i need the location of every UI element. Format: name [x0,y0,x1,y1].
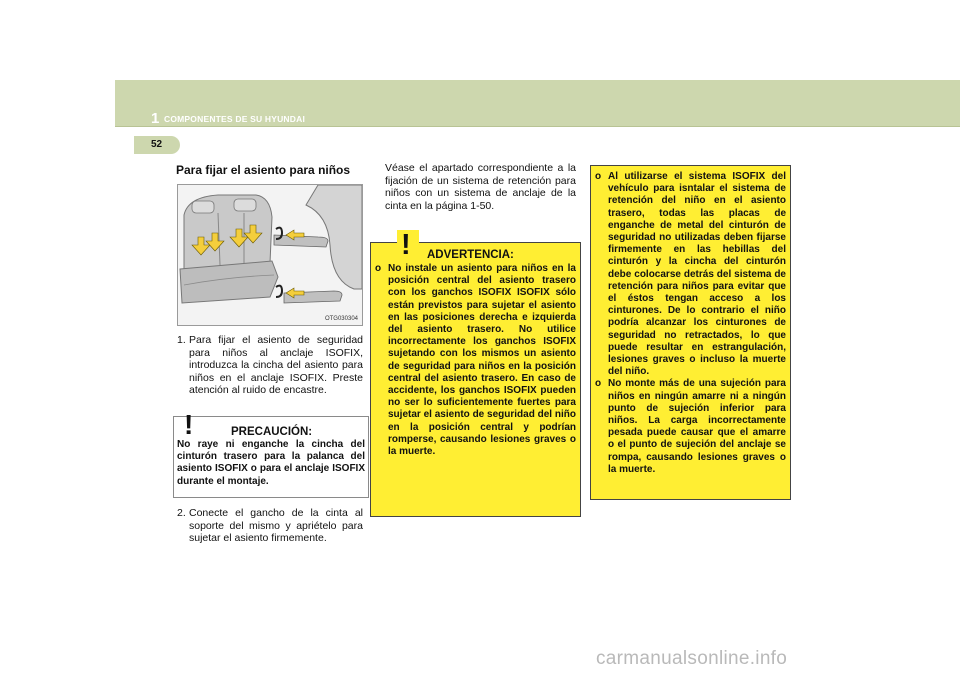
section-heading: Para fijar el asiento para niños [176,163,351,177]
watermark: carmanualsonline.info [596,648,788,669]
step-text: Para fijar el asiento de seguridad para niños al anclaje ISOFIX, introduzca la cincha del asiento para niños en el anclaje ISOFIX. Preste atención al ruido de encastre. [189,334,363,396]
isofix-seat-figure [177,184,363,326]
list-item [595,171,786,378]
list-item [177,334,363,397]
warning-item-text: No instale un asiento para niños en la posición central del asiento trasero con los ganchos ISOFIX ISOFIX sólo están previstos para sujetar el asiento en las posiciones derecha e izquierda del asiento trasero. No utilice incorrectamente los ganchos ISOFIX sujetando con los mismos un asiento de seguridad para niños en la posición central del asiento trasero. En caso de accidente, los ganchos ISOFIX pueden no ser lo suficientemente fuertes para sujetar el asiento de seguridad del niño en la posición central y podrían romperse, causando lesiones graves o la muerte. [388,263,576,458]
warning-continued-body [595,171,786,476]
list-item [177,507,363,545]
step-number: 2. [177,507,186,519]
list-item [375,263,576,458]
steps-list-2 [177,507,363,545]
exclamation-icon: ! [401,229,411,261]
rear-seat-illustration [178,185,362,325]
list-item [595,378,786,476]
reference-paragraph: Véase el apartado correspondiente a la fijación de un sistema de retención para niños con un sistema de anclaje de la cinta en la página 1-50. [385,162,576,212]
warning-item-text: Al utilizarse el sistema ISOFIX del vehículo para isntalar el sistema de retención del niño en el asiento trasero, todas las placas de enganche de metal del cinturón de seguridad no utilizadas deben fijarse firmemente en las hebillas del cinturón y la cincha del cinturón debe colocarse detrás del sistema de retención para niños para evitar que el éstos tengan acceso a los cinturones. De lo contrario el niño podría alcanzar los cinturones de seguridad no retractados, lo que puede resultar en estrangulación, lesiones graves o incluso la muerte del niño. [608,171,786,378]
caution-title: PRECAUCIÓN: [231,426,313,438]
warning-item-text: No monte más de una sujeción para niños en ningún amarre ni a ningún punto de sujeción inferior para niños. La carga incorrectamente pesada puede causar que el amarre o el punto de sujeción del anclaje se rompa, causando lesiones graves o la muerte. [608,378,786,475]
bullet-marker: o [595,171,602,182]
bullet-marker: o [375,263,382,274]
warning-box [370,229,581,517]
warning-body [375,263,576,458]
caution-body: No raye ni enganche la cincha del cinturón trasero para la palanca del asiento ISOFIX o para el anclaje ISOFIX durante el montaje. [177,439,365,487]
chapter-title: COMPONENTES DE SU HYUNDAI [164,114,306,124]
step-text: Conecte el gancho de la cinta al soporte del mismo y apriételo para sujetar el asiento firmemente. [189,507,363,544]
warning-title: ADVERTENCIA: [427,249,514,261]
page-number: 52 [151,139,163,150]
bullet-marker: o [595,378,602,390]
chapter-number: 1 [151,110,160,127]
steps-list-1 [177,334,363,397]
caution-box [173,409,369,498]
step-number: 1. [177,334,186,346]
warning-continued-box [590,165,791,500]
figure-code: OTG030304 [324,316,358,322]
exclamation-icon: ! [184,409,194,440]
